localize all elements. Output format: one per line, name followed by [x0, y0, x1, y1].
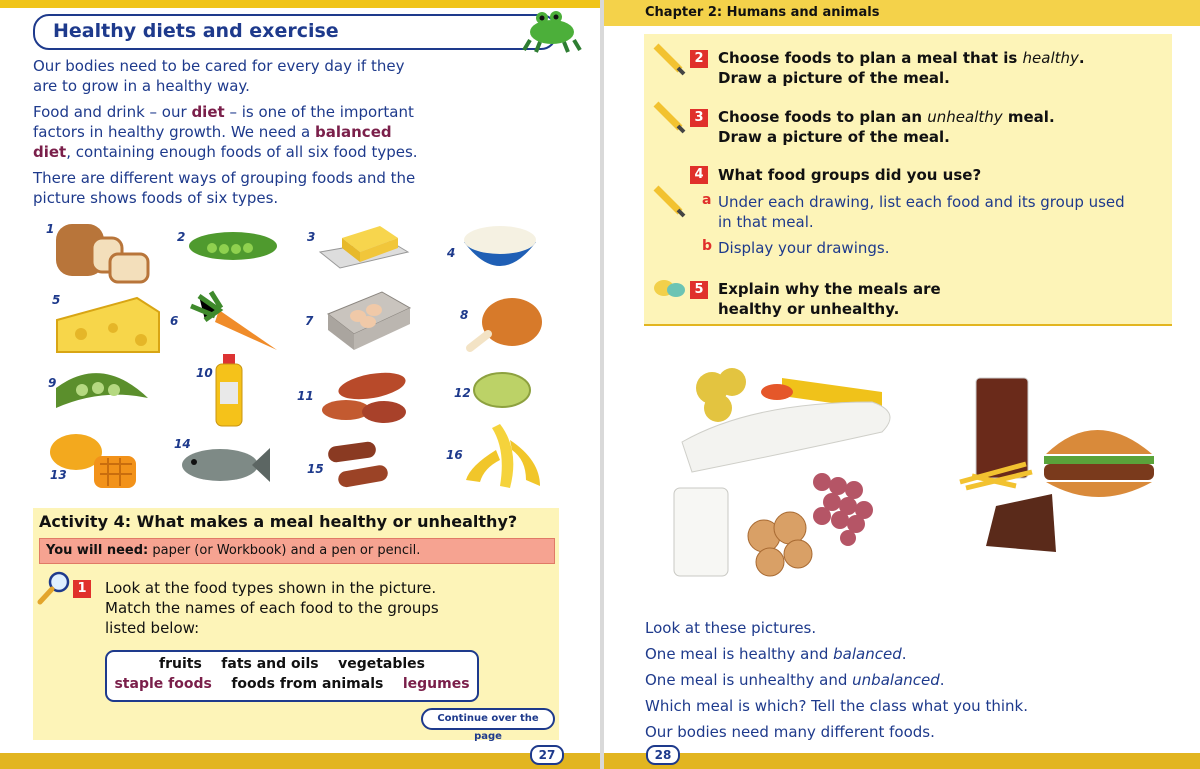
pencil-icon: [652, 100, 686, 134]
q3-text-a: Choose foods to plan an: [718, 108, 928, 126]
healthy-meal-illustration: [672, 362, 932, 582]
group-fruits: fruits: [158, 656, 202, 672]
food-number: 9: [48, 376, 57, 390]
food-number: 12: [454, 386, 471, 400]
pencil-icon: [652, 42, 686, 76]
food-number: 5: [52, 293, 61, 307]
group-legumes: legumes: [402, 676, 470, 692]
beans-illustration: [52, 358, 152, 418]
diet-text-b: – is one of the important factors in healthy growth. We need a: [33, 103, 414, 141]
carrot-illustration: [185, 290, 281, 354]
page-title: Healthy diets and exercise: [53, 20, 339, 42]
question-4a: Under each drawing, list each food and its group used in that meal.: [718, 193, 1125, 231]
question-number-badge: 4: [690, 166, 708, 184]
diet-text-c: , containing enough foods of all six food types.: [66, 143, 418, 161]
bottom-band: [0, 753, 600, 769]
question-4b: Display your drawings.: [718, 239, 890, 257]
q3-emphasis: unhealthy: [927, 108, 1003, 126]
unhealthy-text-b: .: [939, 671, 945, 689]
chapter-header: [604, 0, 1200, 26]
continue-over-page-button[interactable]: Continue over the page: [421, 708, 555, 730]
activity-title: Activity 4: What makes a meal healthy or unhealthy?: [39, 512, 518, 531]
rice-bowl-illustration: [460, 220, 540, 280]
bodies-need-text: Our bodies need many different foods.: [645, 723, 935, 741]
diet-paragraph: [33, 102, 433, 162]
sausages-illustration: [324, 438, 392, 492]
question-number-badge: 5: [690, 281, 708, 299]
diet-text-a: Food and drink – our: [33, 103, 192, 121]
food-number: 10: [196, 366, 213, 380]
food-number: 11: [297, 389, 314, 403]
question-3: [718, 107, 1138, 147]
q2-text-a: Choose foods to plan a meal that is: [718, 49, 1023, 67]
pencil-icon: [652, 184, 686, 218]
top-band: [0, 0, 600, 8]
unhealthy-text-a: One meal is unhealthy and: [645, 671, 853, 689]
question-5: Explain why the meals are healthy or unhealthy.: [718, 280, 941, 318]
peas-illustration: [186, 226, 280, 266]
eggs-illustration: [322, 288, 412, 354]
chicken-leg-illustration: [462, 296, 546, 358]
food-groups-box: [105, 650, 479, 702]
balanced-emphasis: balanced: [833, 645, 902, 663]
group-staple-foods: staple foods: [114, 676, 212, 692]
q3-line2: Draw a picture of the meal.: [718, 128, 950, 146]
speech-bubble-icon: [652, 278, 688, 300]
right-page: [604, 0, 1200, 769]
banana-illustration: [460, 420, 544, 492]
question-number-badge: 3: [690, 109, 708, 127]
need-text: paper (or Workbook) and a pen or pencil.: [148, 543, 421, 558]
group-fats-oils: fats and oils: [221, 656, 319, 672]
activity-box: [33, 508, 559, 740]
you-will-need: [39, 538, 555, 564]
intro-paragraph: Our bodies need to be cared for every day if they are to grow in a healthy way.: [33, 57, 405, 95]
chapter-title: Chapter 2: Humans and animals: [645, 5, 880, 20]
unbalanced-emphasis: unbalanced: [852, 671, 940, 689]
food-number: 13: [50, 468, 67, 482]
food-number: 1: [46, 222, 55, 236]
diet-term: diet: [191, 103, 225, 121]
step-number-badge: 1: [73, 580, 91, 598]
food-number: 6: [170, 314, 179, 328]
unhealthy-unbalanced-text: [645, 667, 945, 693]
part-b-label: b: [702, 238, 713, 254]
group-vegetables: vegetables: [338, 656, 426, 672]
food-number: 14: [174, 437, 191, 451]
food-number: 2: [177, 230, 186, 244]
food-number: 15: [307, 462, 324, 476]
oil-bottle-illustration: [212, 352, 246, 428]
fruit-illustration: [472, 370, 532, 410]
which-meal-text: Which meal is which? Tell the class what you think.: [645, 697, 1028, 715]
fish-illustration: [180, 440, 272, 490]
page-number: 27: [530, 745, 564, 765]
part-a-label: a: [702, 192, 712, 208]
mango-illustration: [48, 430, 142, 492]
healthy-text-a: One meal is healthy and: [645, 645, 834, 663]
cheese-illustration: [55, 294, 161, 356]
sweet-potato-illustration: [318, 370, 410, 432]
group-foods-from-animals: foods from animals: [231, 676, 384, 692]
question-4: What food groups did you use?: [718, 166, 982, 184]
food-number: 4: [447, 246, 456, 260]
healthy-text-b: .: [901, 645, 907, 663]
magnifier-icon: [37, 570, 71, 606]
questions-box: [644, 34, 1172, 326]
page-title-box: [33, 14, 557, 50]
page-number: 28: [646, 745, 680, 765]
balanced-diet-term: balanced diet: [33, 123, 392, 161]
frog-icon: [520, 4, 582, 54]
q2-text-b: .: [1078, 49, 1085, 67]
need-label: You will need:: [46, 543, 149, 558]
grouping-paragraph: There are different ways of grouping foods and the picture shows foods of six types.: [33, 169, 416, 207]
healthy-balanced-text: [645, 641, 907, 667]
food-number: 8: [460, 308, 469, 322]
butter-illustration: [318, 218, 410, 270]
bottom-band: [604, 753, 1200, 769]
food-number: 16: [446, 448, 463, 462]
food-number: 3: [307, 230, 316, 244]
unhealthy-meal-illustration: [956, 376, 1160, 558]
step1-text: Look at the food types shown in the picture. Match the names of each food to the groups listed below:: [105, 579, 439, 637]
q2-line2: Draw a picture of the meal.: [718, 69, 950, 87]
look-at-pictures-text: Look at these pictures.: [645, 619, 817, 637]
food-number: 7: [305, 314, 314, 328]
q2-emphasis: healthy: [1022, 49, 1079, 67]
bread-illustration: [52, 218, 154, 292]
q3-text-b: meal.: [1002, 108, 1055, 126]
question-number-badge: 2: [690, 50, 708, 68]
question-2: [718, 48, 1138, 88]
